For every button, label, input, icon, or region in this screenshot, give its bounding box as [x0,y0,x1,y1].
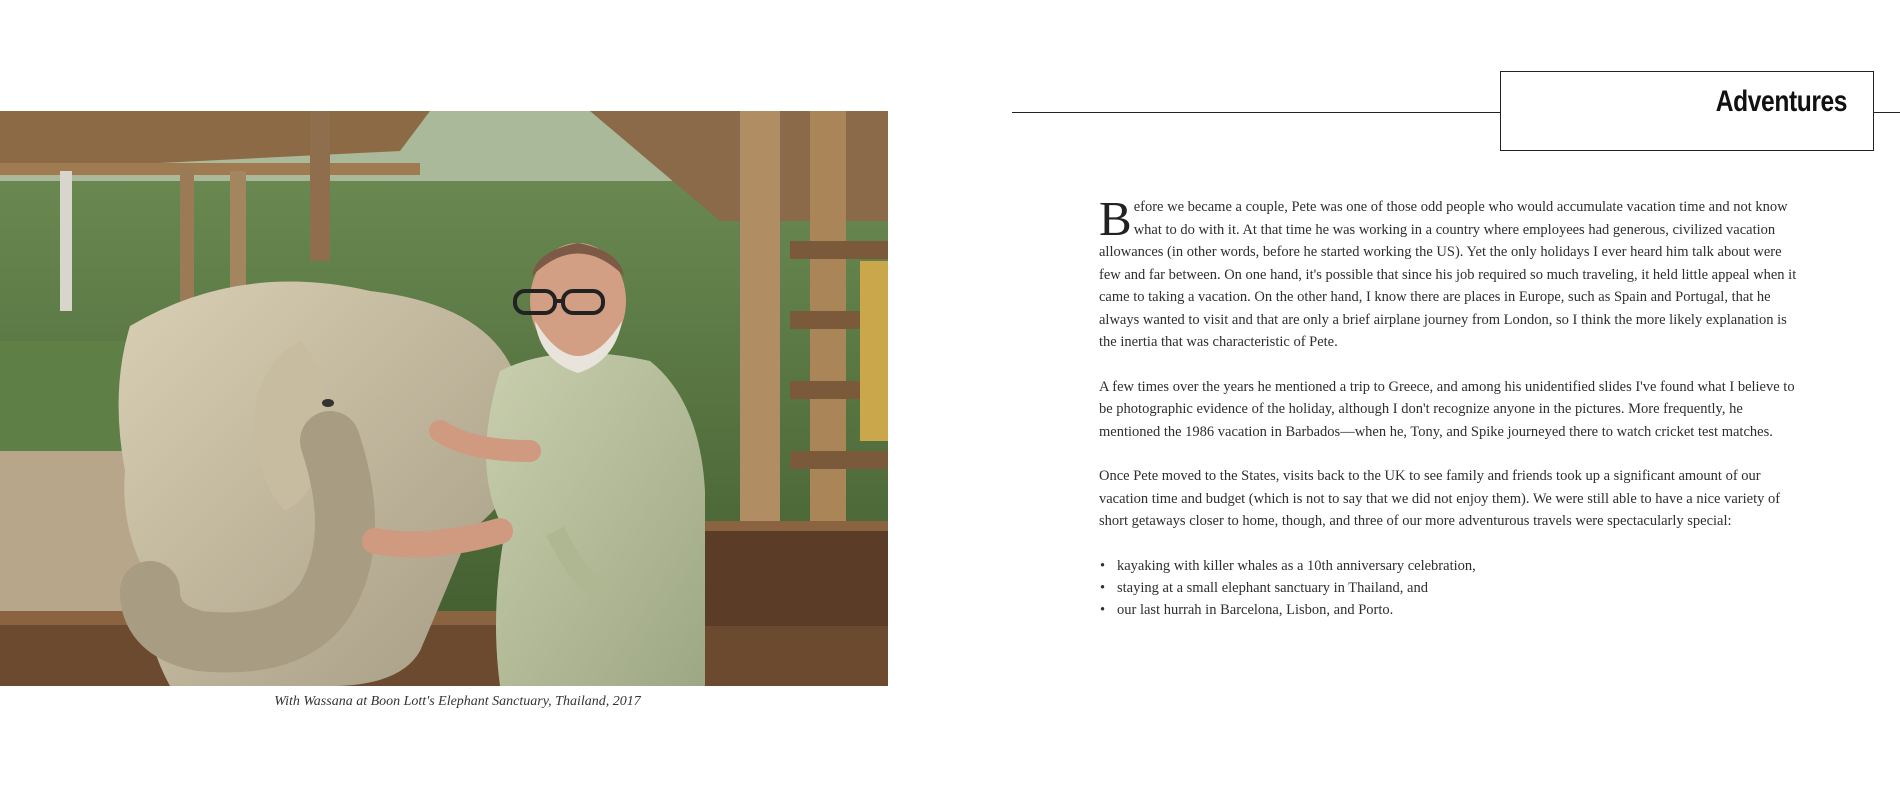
bullet-icon: • [1100,601,1106,618]
chapter-title: Adventures [1715,85,1847,118]
list-item-text: staying at a small elephant sanctuary in Thailand, and [1117,579,1428,596]
list-item-text: our last hurrah in Barcelona, Lisbon, and Porto. [1117,601,1394,618]
list-item [1099,577,1804,599]
paragraph-1 [1099,191,1804,354]
photo-illustration [0,111,888,686]
list-item [1099,599,1804,621]
adventure-list [1099,555,1804,621]
paragraph-2: A few times over the years he mentioned a trip to Greece, and among his unidentified slides I've found what I believe to be photographic evidence of the holiday, although I don't recognize anyone in the pictures. More frequently, he mentioned the 1986 vacation in Barbados—when he, Tony, and Spike journeyed there to watch cricket test matches. [1099,378,1795,440]
paragraph-1-text: efore we became a couple, Pete was one of those odd people who would accumulate vacation time and not know what to do with it. At that time he was working in a country where employees had generous, civilized vacation allowances (in other words, before he started working the US). Yet the only holidays I ever heard him talk about were few and far between. On one hand, it's possible that since his job required so much traveling, it held little appeal when it came to taking a vacation. On the other hand, I know there are places in Europe, such as Spain and Portugal, that he always wanted to visit and that are only a brief airplane journey from London, so I think the more likely explanation is the inertia that was characteristic of Pete. [1099,199,1797,350]
elephant-photo [0,111,888,686]
list-item [1099,555,1804,577]
drop-cap: B [1099,191,1132,246]
paragraph-3: Once Pete moved to the States, visits back to the UK to see family and friends took up a significant amount of our vacation time and budget (which is not to say that we did not enjoy them). We were still able to have a nice variety of short getaways closer to home, though, and three of our more adventurous travels were spectacularly special: [1099,468,1781,529]
list-item-text: kayaking with killer whales as a 10th anniversary celebration, [1117,557,1476,574]
article-body [1099,191,1804,621]
bullet-icon: • [1100,557,1106,574]
photo-caption: With Wassana at Boon Lott's Elephant Sanctuary, Thailand, 2017 [274,694,641,709]
bullet-icon: • [1100,579,1106,596]
title-box [1500,71,1874,151]
